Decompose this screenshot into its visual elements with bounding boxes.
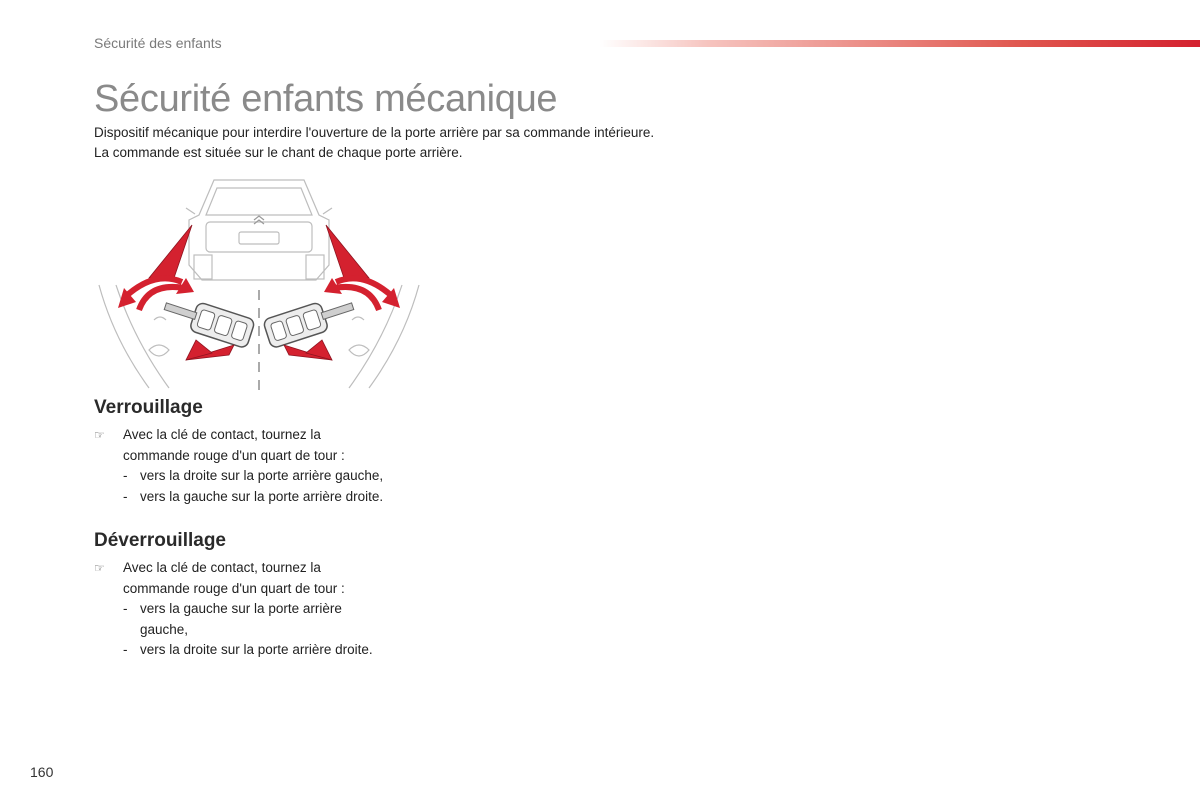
dash-marker: - bbox=[123, 488, 128, 504]
intro-text bbox=[94, 123, 654, 163]
locking-item-2: vers la gauche sur la porte arrière droite. bbox=[140, 488, 384, 504]
locking-item-1: vers la droite sur la porte arrière gauche, bbox=[140, 468, 384, 483]
dash-marker: - bbox=[123, 601, 128, 616]
unlocking-bullet-line-1: Avec la clé de contact, tournez la bbox=[123, 560, 321, 575]
locking-bullet-line-1: Avec la clé de contact, tournez la bbox=[123, 427, 321, 442]
unlocking-instructions bbox=[94, 558, 434, 661]
dash-marker: - bbox=[123, 468, 128, 483]
locking-bullet-line-2: commande rouge d'un quart de tour : bbox=[123, 447, 345, 463]
child-lock-key-rotation-illustration-icon bbox=[94, 170, 424, 392]
page-number: 160 bbox=[30, 764, 54, 780]
locking-heading: Verrouillage bbox=[94, 397, 203, 418]
dash-marker: - bbox=[123, 642, 128, 657]
intro-line-1: Dispositif mécanique pour interdire l'ouverture de la porte arrière par sa commande intérieure. bbox=[94, 125, 655, 140]
pointing-hand-icon: ☞ bbox=[94, 428, 105, 442]
child-lock-illustration bbox=[94, 170, 424, 392]
unlocking-item-2: vers la droite sur la porte arrière droite. bbox=[140, 642, 373, 657]
unlocking-bullet-line-2: commande rouge d'un quart de tour : bbox=[123, 580, 345, 596]
list-item bbox=[94, 640, 434, 661]
list-item bbox=[94, 466, 434, 487]
pointing-hand-icon: ☞ bbox=[94, 561, 105, 575]
unlocking-item-1-line-1: vers la gauche sur la porte arrière bbox=[140, 601, 342, 616]
list-item bbox=[94, 599, 434, 640]
running-header: Sécurité des enfants bbox=[94, 35, 222, 51]
unlocking-bullet bbox=[94, 558, 434, 599]
unlocking-heading: Déverrouillage bbox=[94, 530, 226, 551]
page-title: Sécurité enfants mécanique bbox=[94, 78, 558, 120]
intro-line-2: La commande est située sur le chant de chaque porte arrière. bbox=[94, 145, 463, 160]
locking-bullet bbox=[94, 425, 434, 466]
unlocking-item-1-line-2: gauche, bbox=[140, 621, 189, 637]
header-accent-bar bbox=[600, 40, 1200, 47]
list-item bbox=[94, 487, 434, 508]
locking-instructions bbox=[94, 425, 434, 507]
